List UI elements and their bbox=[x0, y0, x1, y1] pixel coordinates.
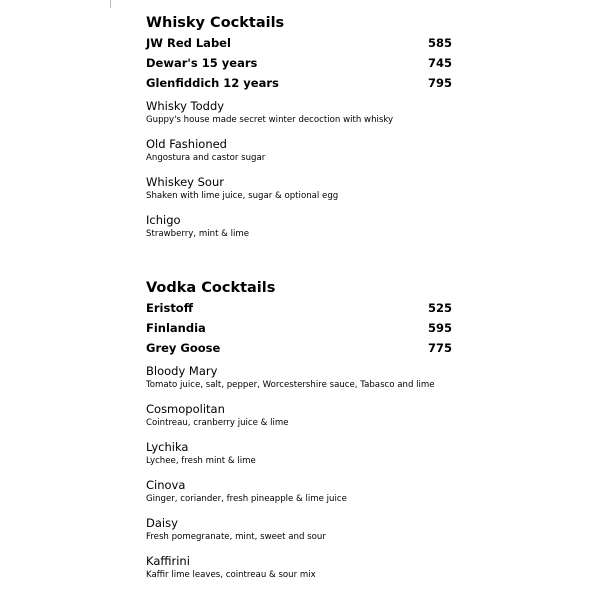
brand-price: 775 bbox=[427, 341, 452, 355]
brand-price: 525 bbox=[427, 301, 452, 315]
cocktail-item bbox=[146, 401, 456, 439]
cocktail-description: Cointreau, cranberry juice & lime bbox=[146, 418, 289, 428]
whisky-cocktails-section bbox=[146, 13, 456, 250]
cocktail-description: Angostura and castor sugar bbox=[146, 153, 266, 163]
cocktail-description: Ginger, coriander, fresh pineapple & lime juice bbox=[146, 494, 347, 504]
cocktail-name: Cosmopolitan bbox=[146, 402, 225, 416]
cocktail-item bbox=[146, 212, 456, 250]
cocktail-description: Strawberry, mint & lime bbox=[146, 229, 250, 239]
section-title: Whisky Cocktails bbox=[146, 15, 285, 31]
cocktail-name: Lychika bbox=[146, 440, 189, 454]
brand-row bbox=[146, 33, 456, 53]
brand-name: Dewar's 15 years bbox=[146, 56, 258, 70]
cocktail-name: Cinova bbox=[146, 478, 186, 492]
cocktail-list bbox=[146, 363, 456, 591]
cocktail-description: Shaken with lime juice, sugar & optional egg bbox=[146, 191, 339, 201]
cocktail-name: Whiskey Sour bbox=[146, 175, 224, 189]
section-title: Vodka Cocktails bbox=[146, 280, 276, 296]
cocktail-item bbox=[146, 136, 456, 174]
brand-price: 595 bbox=[427, 321, 452, 335]
brand-row bbox=[146, 298, 456, 318]
brand-name: JW Red Label bbox=[146, 36, 231, 50]
brand-name: Eristoff bbox=[146, 301, 194, 315]
brand-price: 795 bbox=[427, 76, 452, 90]
brand-row bbox=[146, 338, 456, 358]
cocktail-name: Daisy bbox=[146, 516, 178, 530]
cocktail-list bbox=[146, 98, 456, 250]
brand-name: Finlandia bbox=[146, 321, 206, 335]
cocktail-description: Lychee, fresh mint & lime bbox=[146, 456, 256, 466]
brand-row bbox=[146, 318, 456, 338]
brand-name: Glenfiddich 12 years bbox=[146, 76, 279, 90]
cocktail-name: Bloody Mary bbox=[146, 364, 218, 378]
cocktail-description: Kaffir lime leaves, cointreau & sour mix bbox=[146, 570, 316, 580]
cocktail-item bbox=[146, 553, 456, 591]
brand-row bbox=[146, 53, 456, 73]
cocktail-description: Guppy's house made secret winter decoction with whisky bbox=[146, 115, 394, 125]
cocktail-item bbox=[146, 363, 456, 401]
cocktail-item bbox=[146, 477, 456, 515]
vodka-cocktails-section bbox=[146, 278, 456, 591]
cocktail-name: Kaffirini bbox=[146, 554, 190, 568]
top-divider bbox=[110, 0, 111, 8]
brand-price: 745 bbox=[427, 56, 452, 70]
cocktail-item bbox=[146, 515, 456, 553]
cocktail-description: Tomato juice, salt, pepper, Worcestershire sauce, Tabasco and lime bbox=[146, 380, 435, 390]
cocktail-description: Fresh pomegranate, mint, sweet and sour bbox=[146, 532, 326, 542]
brand-name: Grey Goose bbox=[146, 341, 221, 355]
cocktail-item bbox=[146, 439, 456, 477]
brand-row bbox=[146, 73, 456, 93]
cocktail-name: Whisky Toddy bbox=[146, 99, 225, 113]
cocktail-item bbox=[146, 174, 456, 212]
cocktail-name: Old Fashioned bbox=[146, 137, 227, 151]
cocktail-name: Ichigo bbox=[146, 213, 181, 227]
brand-price: 585 bbox=[427, 36, 452, 50]
cocktail-item bbox=[146, 98, 456, 136]
